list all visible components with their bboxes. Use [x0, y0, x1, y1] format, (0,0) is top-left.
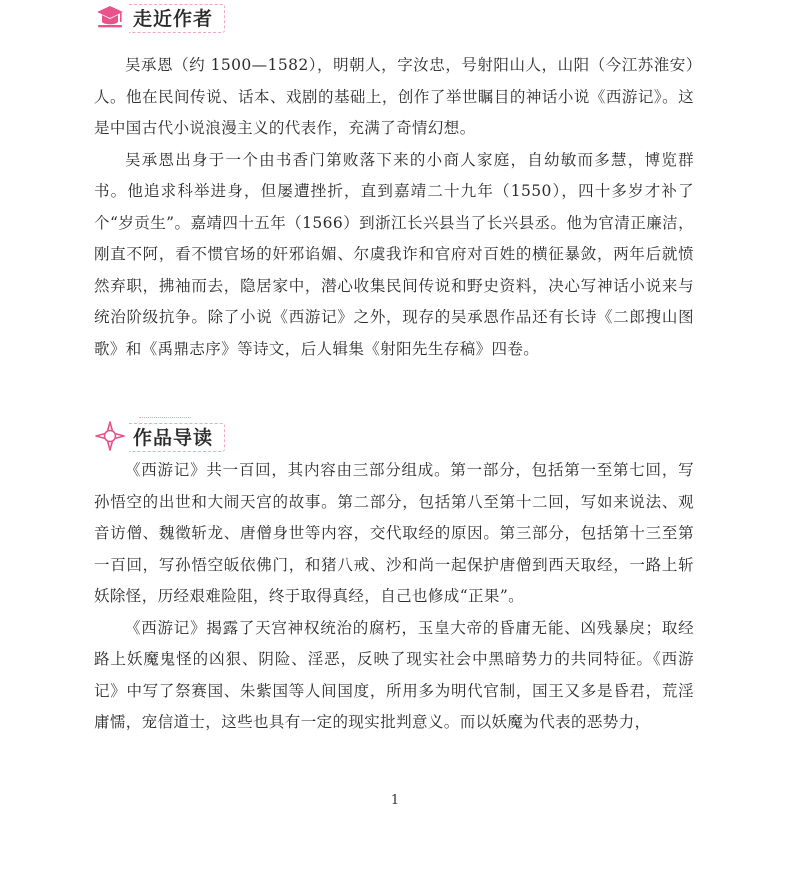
reading-paragraph-2: 《西游记》揭露了天宫神权统治的腐朽，玉皇大帝的昏庸无能、凶残暴戾；取经路上妖魔鬼怪的凶狠、阴险、淫恶，反映了现实社会中黑暗势力的共同特征。《西游记》中写了祭赛国、朱紫国等人间国度，所用多为明代官制，国王又多是昏君，荒淫庸懦，宠信道士，这些也具有一定的现实批判意义。而以妖魔为代表的恶势力，	[94, 618, 694, 731]
reading-body	[94, 455, 694, 739]
section-title-reading: 作品导读	[133, 421, 217, 452]
heading-decoration	[139, 0, 191, 2]
heading-decoration	[139, 417, 191, 421]
section-heading-author	[95, 2, 217, 32]
reading-paragraph-1: 《西游记》共一百回，其内容由三部分组成。第一部分，包括第一至第七回，写孙悟空的出世和大闹天宫的故事。第二部分，包括第八至第十二回，写如来说法、观音访僧、魏徵斩龙、唐僧身世等内容，交代取经的原因。第三部分，包括第十三至第一百回，写孙悟空皈依佛门，和猪八戒、沙和尚一起保护唐僧到西天取经，一路上斩妖除怪，历经艰难险阻，终于取得真经，自己也修成“正果”。	[94, 461, 694, 605]
compass-star-icon	[95, 421, 125, 451]
section-heading-reading	[95, 421, 217, 451]
section-title-author: 走近作者	[133, 2, 217, 33]
author-paragraph-1: 吴承恩（约 1500—1582），明朝人，字汝忠，号射阳山人，山阳（今江苏淮安）人。他在民间传说、话本、戏剧的基础上，创作了举世瞩目的神话小说《西游记》。这是中国古代小说浪漫主义的代表作，充满了奇情幻想。	[94, 56, 694, 137]
page-number: 1	[390, 793, 400, 808]
author-body	[94, 50, 694, 365]
author-paragraph-2: 吴承恩出身于一个由书香门第败落下来的小商人家庭，自幼敏而多慧，博览群书。他追求科举进身，但屡遭挫折，直到嘉靖二十九年（1550），四十多岁才补了个“岁贡生”。嘉靖四十五年（1566）到浙江长兴县当了长兴县丞。他为官清正廉洁，刚直不阿，看不惯官场的奸邪谄媚、尔虞我诈和官府对百姓的横征暴敛，两年后就愤然弃职，拂袖而去，隐居家中，潜心收集民间传说和野史资料，决心写神话小说来与统治阶级抗争。除了小说《西游记》之外，现存的吴承恩作品还有长诗《二郎搜山图歌》和《禹鼎志序》等诗文，后人辑集《射阳先生存稿》四卷。	[94, 150, 694, 358]
graduation-cap-icon	[95, 2, 125, 32]
